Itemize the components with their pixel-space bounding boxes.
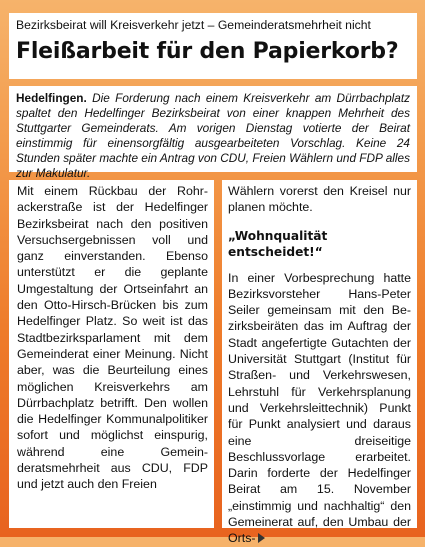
continue-arrow-icon xyxy=(258,533,265,543)
lead-box xyxy=(9,86,417,180)
lead-dateline: Hedelfingen. xyxy=(16,91,87,105)
column-2 xyxy=(222,180,417,546)
kicker: Bezirksbeirat will Kreisverkehr jetzt – Gemeinderatsmehrheit nicht xyxy=(16,18,371,32)
column-1 xyxy=(9,180,214,528)
column-2-paragraph-2 xyxy=(228,270,411,547)
column-1-paragraph: Mit einem Rückbau der Rohrackerstraße ist der Hedelfinger Bezirksbeirat nach den positiven Versuchsergebnissen voll und ganz einverstanden. Ebenso unterstützt er die geplante Umgestaltung der Ortseinfahrt an den Otto-Hirsch-Brücken bis zum Hedelfinger Platz. So weit ist das Stadtbezirksparlament mit dem Gemeinderat einer Meinung. Nicht aber, was die Beurteilung eines möglichen Kreisverkehrs am Dürrbachplatz betrifft. Den wollen die Hedelfinger Kommunalpolitiker sofort und möglichst einspurig, während eine Gemeinderatsmehrheit aus CDU, FDP und jetzt auch den Freien xyxy=(17,184,208,492)
column-2-text: In einer Vorbesprechung hatte Bezirksvorsteher Hans-Peter Seiler gemeinsam mit den Bezirksbeiräten das im Auftrag der Stadt angefertigte Gutachten der Universität Stuttgart (Institut für Straßen- und Verkehrswesen, Lehrstuhl für Verkehrsplanung und Verkehrsleittechnik) Punkt für Punkt analysiert und daraus eine dreiseitige Beschlussvorlage erarbeitet. Darin forderte der Hedelfinger Beirat am 15. November „einstimmig und nachhaltig“ den Gemeinerat auf, den Umbau der Orts- xyxy=(228,270,411,546)
headline: Fleißarbeit für den Papierkorb? xyxy=(16,39,399,64)
lead-paragraph xyxy=(16,91,410,181)
subheading: „Wohnqualität entscheidet!“ xyxy=(228,228,328,259)
header-box xyxy=(9,13,417,79)
column-2-paragraph-1: Wählern vorerst den Kreisel nur planen möchte. xyxy=(228,184,411,215)
lead-text: Die Forderung nach einem Kreisverkehr am Dürrbachplatz spaltet den Hedelfinger Bezirksbeirat von einer knappen Mehrheit des Stuttgarter Gemeinderats. Am vorigen Dienstag votierte der Beirat einstimmig für einensorgfältig ausgearbeiteten Vorschlag. Keine 24 Stunden später machte ein Antrag von CDU, Freien Wählern und FDP alles zur Makulatur. xyxy=(16,91,410,180)
